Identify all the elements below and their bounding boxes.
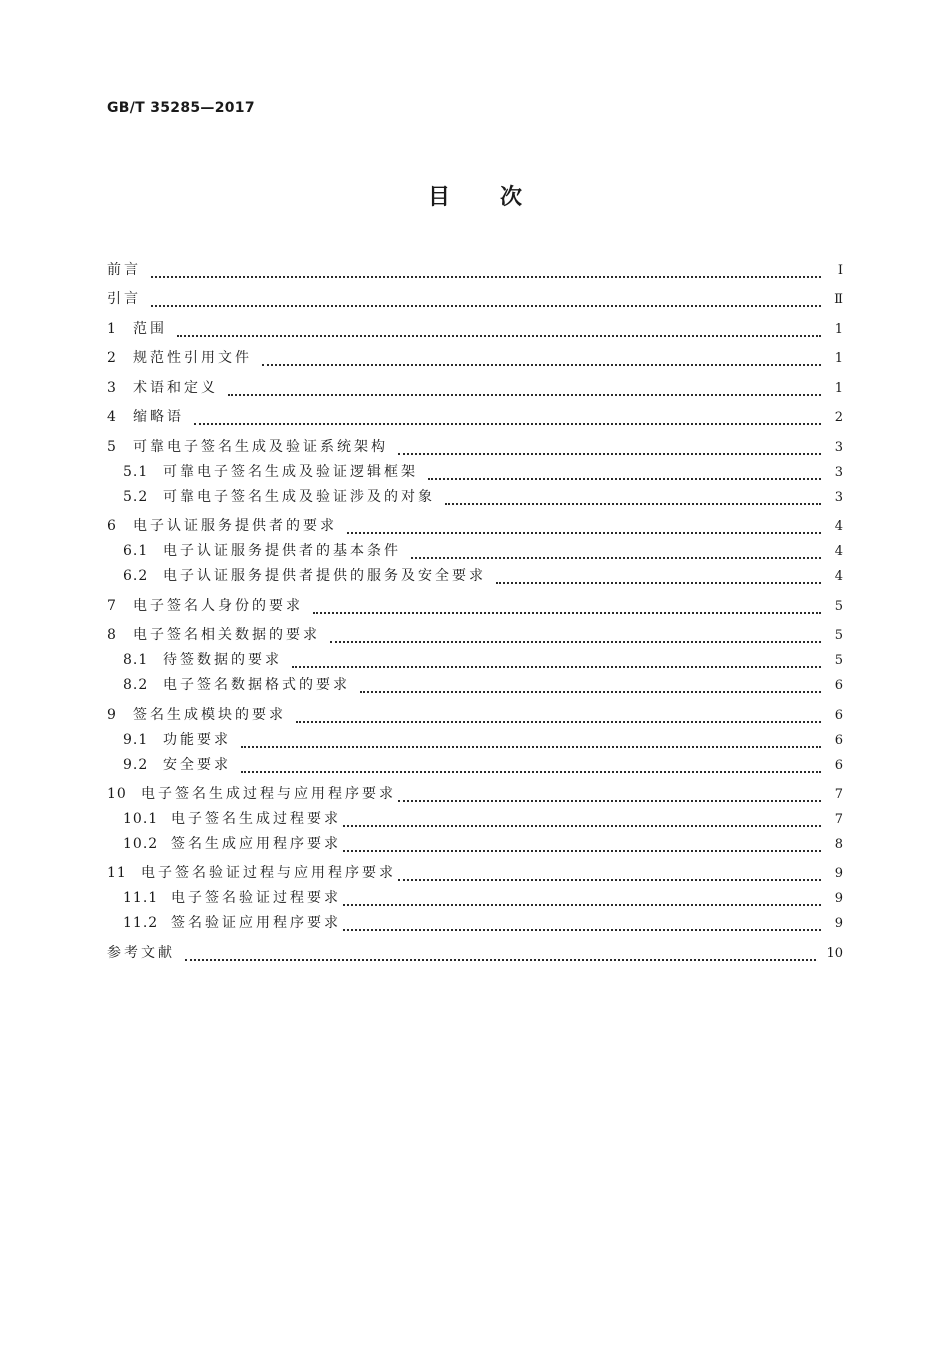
toc-entry-label: 电子签名人身份的要求 — [133, 598, 303, 614]
toc-leader — [398, 794, 821, 802]
toc-entry-1[interactable] — [107, 317, 843, 341]
toc-entry-7[interactable] — [107, 594, 843, 618]
toc-entry-page: Ⅰ — [837, 263, 843, 278]
toc-entry-page: 4 — [834, 569, 843, 584]
toc-entry-label: 电子认证服务提供者的要求 — [133, 518, 337, 534]
toc-entry-9-1[interactable] — [123, 728, 843, 752]
toc-entry-page: 9 — [834, 866, 843, 881]
toc-entry-number: 6.2 — [123, 568, 149, 584]
toc-entry-label: 签名生成应用程序要求 — [171, 836, 341, 852]
toc-entry-10-1[interactable] — [123, 807, 843, 831]
toc-entry-label: 电子签名生成过程要求 — [171, 811, 341, 827]
doc-code: GB/T 35285—2017 — [107, 100, 255, 116]
toc-leader — [445, 497, 821, 505]
toc-leader — [411, 551, 821, 559]
toc-entry-label: 功能要求 — [163, 732, 231, 748]
toc-entry-label: 电子签名验证过程要求 — [171, 890, 341, 906]
toc-entry-page: 6 — [834, 758, 843, 773]
toc-entry-number: 8.2 — [123, 677, 149, 693]
toc-entry-number: 8.1 — [123, 652, 149, 668]
toc-entry-number: 8 — [107, 627, 117, 643]
toc-entry-page: 1 — [834, 322, 843, 337]
toc-entry-label: 引言 — [107, 291, 141, 307]
toc-entry-page: 9 — [834, 891, 843, 906]
toc-entry-4[interactable] — [107, 405, 843, 429]
toc-entry-page: 8 — [834, 837, 843, 852]
toc-entry-6[interactable] — [107, 514, 843, 538]
toc-entry-page: 6 — [834, 708, 843, 723]
toc-entry-8-1[interactable] — [123, 648, 843, 672]
toc-leader — [398, 873, 821, 881]
toc-entry-page: 7 — [834, 787, 843, 802]
toc-entry-label: 签名生成模块的要求 — [133, 707, 286, 723]
toc-entry-page: 5 — [834, 653, 843, 668]
toc-leader — [296, 715, 821, 723]
toc-entry-8-2[interactable] — [123, 673, 843, 697]
toc-entry-label: 可靠电子签名生成及验证涉及的对象 — [163, 489, 435, 505]
toc-entry-label: 电子签名生成过程与应用程序要求 — [141, 786, 396, 802]
toc-entry-page: 3 — [834, 490, 843, 505]
toc-entry-11-1[interactable] — [123, 886, 843, 910]
toc-entry-label: 电子签名验证过程与应用程序要求 — [141, 865, 396, 881]
toc-leader — [292, 660, 821, 668]
toc-entry-number: 6.1 — [123, 543, 149, 559]
toc-entry-number: 5.1 — [123, 464, 149, 480]
toc-entry-number: 9.1 — [123, 732, 149, 748]
toc-leader — [343, 819, 821, 827]
toc-entry-number: 4 — [107, 409, 117, 425]
toc-leader — [241, 765, 821, 773]
toc-entry-6-1[interactable] — [123, 539, 843, 563]
toc-entry-number: 11.2 — [123, 915, 159, 931]
toc-entry-9-2[interactable] — [123, 753, 843, 777]
toc-entry-label: 电子签名相关数据的要求 — [133, 627, 320, 643]
toc-entry-label: 可靠电子签名生成及验证逻辑框架 — [163, 464, 418, 480]
toc-entry-label: 电子签名数据格式的要求 — [163, 677, 350, 693]
toc-entry-page: 3 — [834, 440, 843, 455]
toc-entry-number: 10 — [107, 786, 127, 802]
toc-leader — [343, 844, 821, 852]
toc-entry-page: 4 — [834, 544, 843, 559]
toc-leader — [151, 299, 821, 307]
toc-entry-introduction[interactable] — [107, 287, 843, 311]
toc-entry-label: 签名验证应用程序要求 — [171, 915, 341, 931]
toc-leader — [177, 329, 821, 337]
toc-leader — [194, 417, 821, 425]
toc-entry-11[interactable] — [107, 861, 843, 885]
toc-entry-3[interactable] — [107, 376, 843, 400]
toc-entry-label: 术语和定义 — [133, 380, 218, 396]
toc-entry-page: 2 — [834, 410, 843, 425]
toc-leader — [241, 740, 821, 748]
toc-entry-label: 范围 — [133, 321, 167, 337]
toc-leader — [262, 358, 821, 366]
toc-entry-page: 5 — [834, 599, 843, 614]
toc-entry-number: 9.2 — [123, 757, 149, 773]
toc-entry-page: Ⅱ — [834, 292, 843, 307]
toc-entry-number: 11.1 — [123, 890, 159, 906]
toc-entry-label: 规范性引用文件 — [133, 350, 252, 366]
toc-entry-page: 6 — [834, 678, 843, 693]
toc-entry-number: 9 — [107, 707, 117, 723]
toc-entry-page: 5 — [834, 628, 843, 643]
toc-entry-page: 7 — [834, 812, 843, 827]
toc-entry-5-2[interactable] — [123, 485, 843, 509]
toc-leader — [347, 526, 821, 534]
toc-entry-number: 11 — [107, 865, 127, 881]
toc-entry-number: 1 — [107, 321, 117, 337]
toc-leader — [343, 923, 821, 931]
toc-entry-page: 3 — [834, 465, 843, 480]
toc-entry-number: 10.1 — [123, 811, 159, 827]
toc-entry-label: 参考文献 — [107, 945, 175, 961]
toc-leader — [343, 898, 821, 906]
page-title: 目次 — [427, 185, 572, 210]
toc-entry-label: 电子认证服务提供者的基本条件 — [163, 543, 401, 559]
toc-leader — [496, 576, 821, 584]
toc-entry-label: 待签数据的要求 — [163, 652, 282, 668]
toc-entry-page: 1 — [834, 351, 843, 366]
toc-entry-label: 安全要求 — [163, 757, 231, 773]
toc-leader — [428, 472, 821, 480]
toc-entry-number: 2 — [107, 350, 117, 366]
toc-entry-label: 前言 — [107, 262, 141, 278]
toc-entry-number: 6 — [107, 518, 117, 534]
toc-leader — [398, 447, 821, 455]
toc-entry-number: 10.2 — [123, 836, 159, 852]
toc-entry-label: 电子认证服务提供者提供的服务及安全要求 — [163, 568, 486, 584]
toc-leader — [185, 953, 816, 961]
toc-entry-8[interactable] — [107, 623, 843, 647]
toc-entry-10[interactable] — [107, 782, 843, 806]
toc-entry-label: 缩略语 — [133, 409, 184, 425]
toc-entry-10-2[interactable] — [123, 832, 843, 856]
toc-entry-number: 5.2 — [123, 489, 149, 505]
toc-entry-11-2[interactable] — [123, 911, 843, 935]
toc-entry-page: 10 — [826, 946, 843, 961]
toc-entry-page: 6 — [834, 733, 843, 748]
toc-entry-5-1[interactable] — [123, 460, 843, 484]
toc-entry-label: 可靠电子签名生成及验证系统架构 — [133, 439, 388, 455]
toc-entry-page: 4 — [834, 519, 843, 534]
toc-leader — [313, 606, 821, 614]
toc-entry-number: 7 — [107, 598, 117, 614]
toc-entry-2[interactable] — [107, 346, 843, 370]
toc-entry-bibliography[interactable] — [107, 941, 843, 965]
toc-entry-foreword[interactable] — [107, 258, 843, 282]
toc-leader — [330, 635, 821, 643]
toc-entry-number: 3 — [107, 380, 117, 396]
toc-entry-number: 5 — [107, 439, 117, 455]
toc-leader — [151, 270, 821, 278]
toc-entry-5[interactable] — [107, 435, 843, 459]
toc-entry-page: 9 — [834, 916, 843, 931]
toc-leader — [360, 685, 821, 693]
toc-leader — [228, 388, 821, 396]
toc-entry-6-2[interactable] — [123, 564, 843, 588]
toc-entry-9[interactable] — [107, 703, 843, 727]
toc-entry-page: 1 — [834, 381, 843, 396]
